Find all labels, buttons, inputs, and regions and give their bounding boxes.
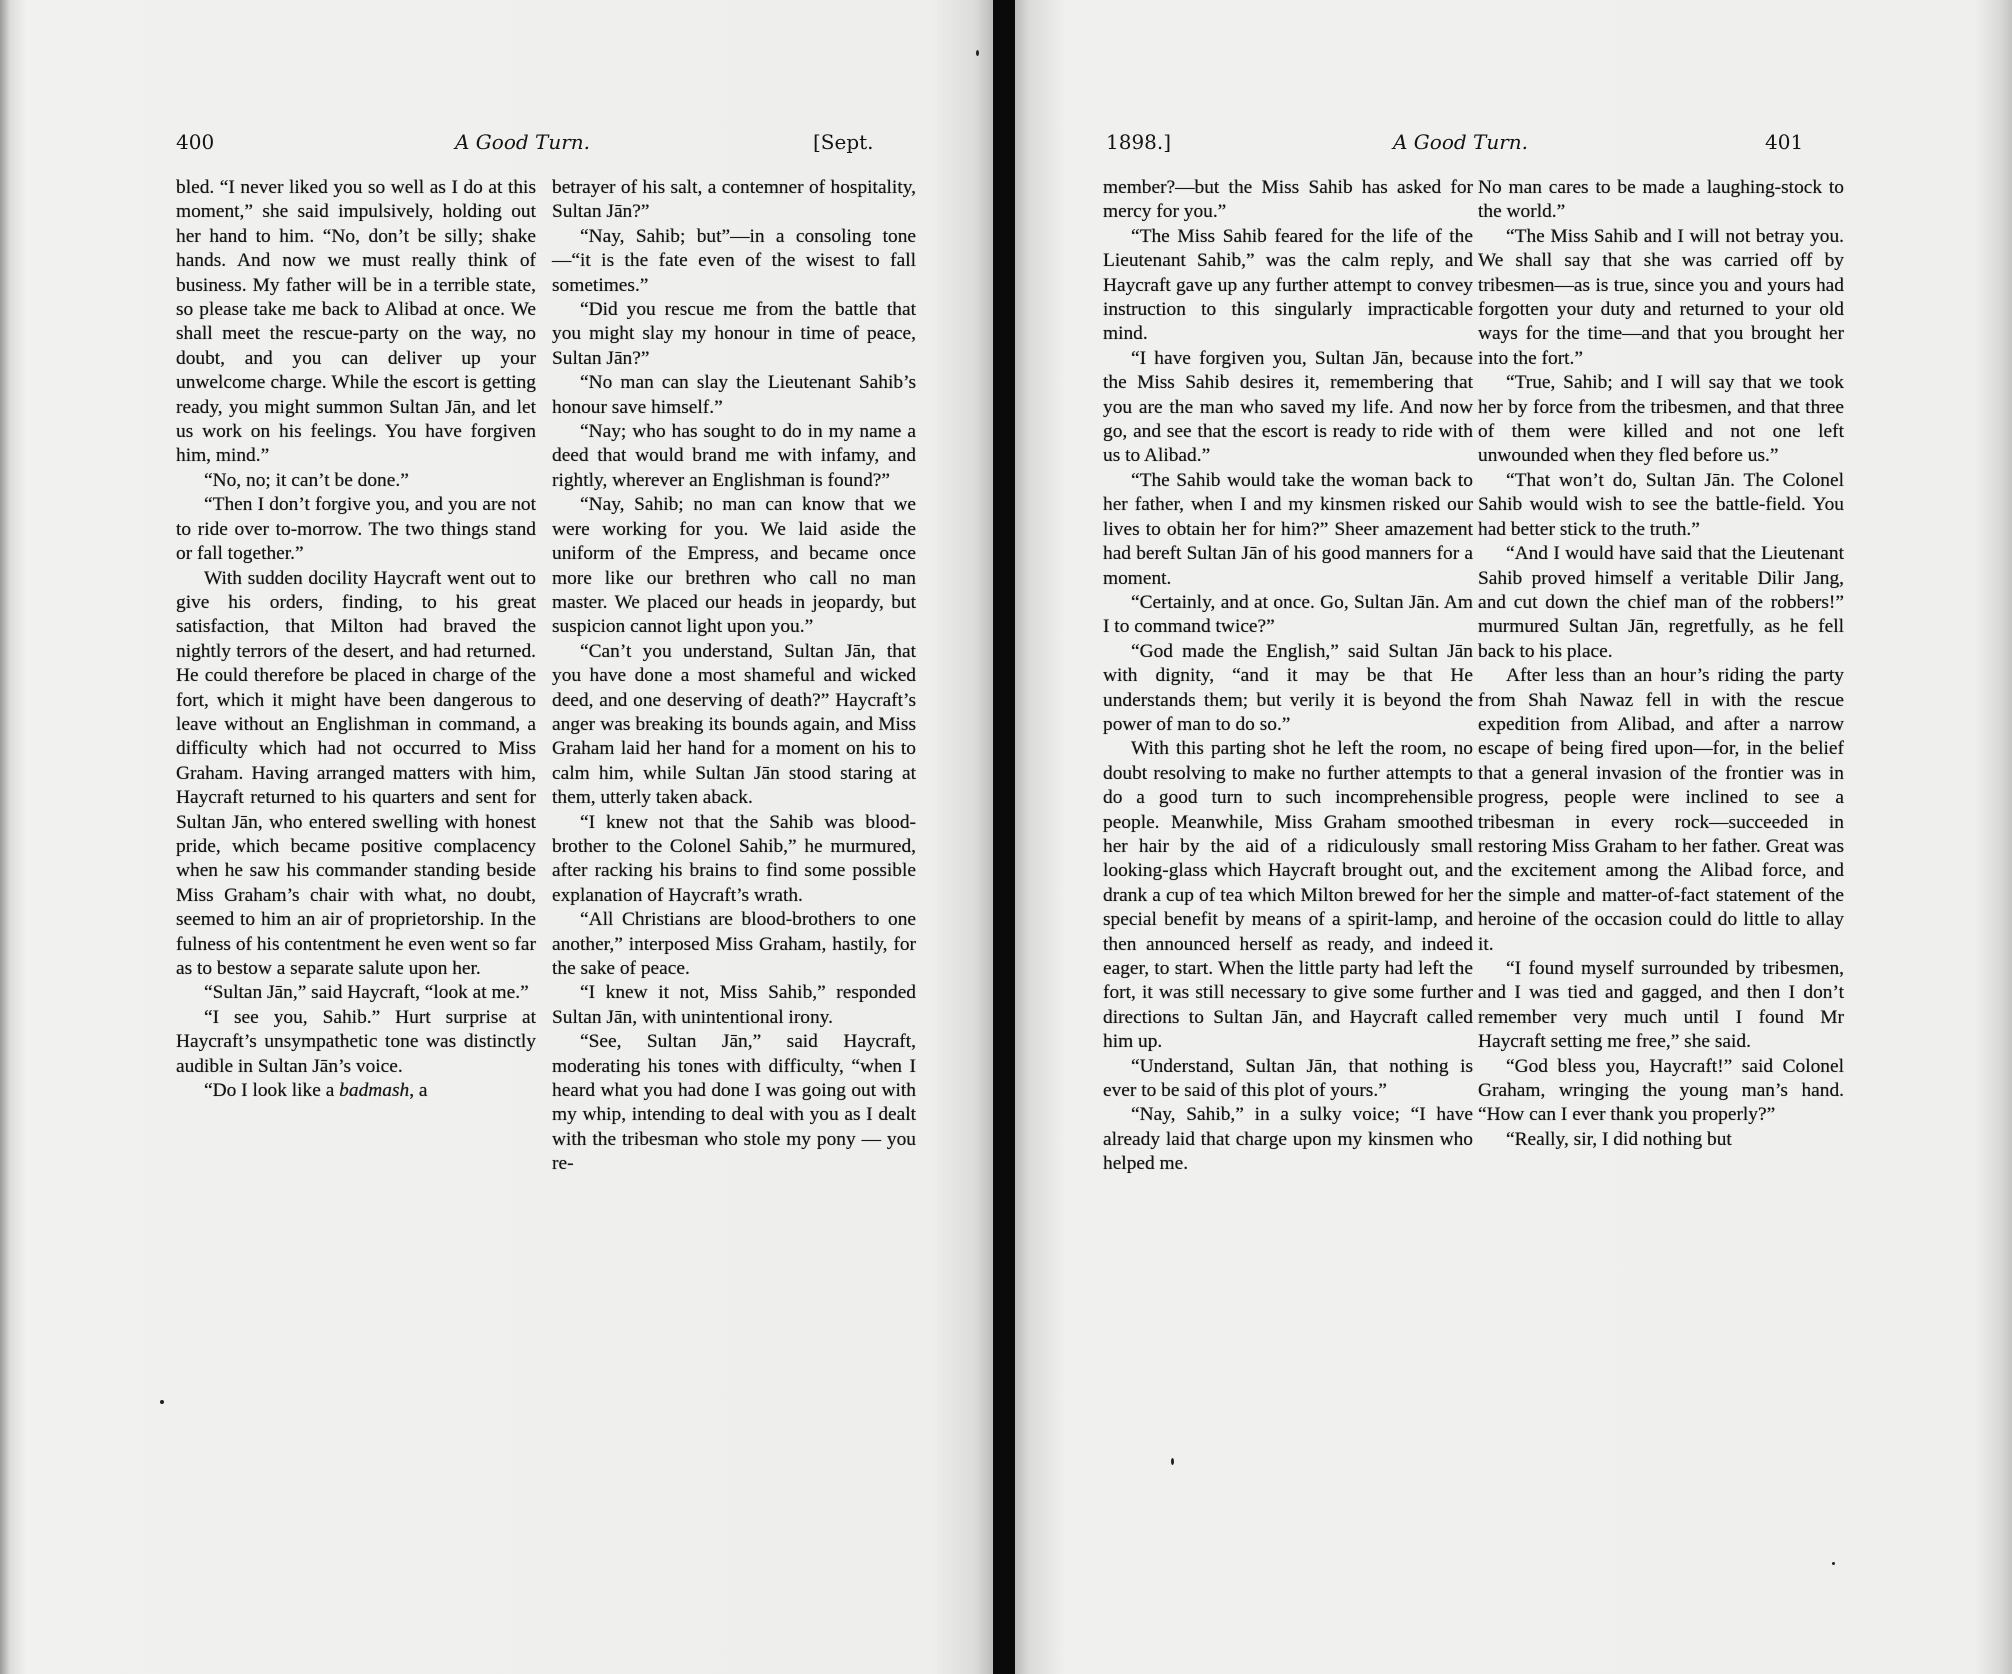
running-date-right: 1898.] — [1106, 130, 1172, 154]
running-date-left: [Sept. — [813, 130, 874, 154]
paragraph: “Sultan Jān,” said Haycraft, “look at me.” — [204, 982, 529, 1004]
paragraph: “Really, sir, I did nothing but — [1506, 1128, 1732, 1150]
right-page — [1015, 0, 2012, 1674]
paragraph: After less than an hour’s riding the party from Shah Nawaz fell in with the rescue expedition from Alibad, and after a narrow escape of being fired upon—for, in the belief that a general invasion of the frontier was in progress, people were inclined to see a tribesman in every rock—succeeded in restoring Miss Graham to her father. Great was the excitement among the Alibad force, and the simple and matter-of-fact statement of the heroine of the occasion could do little to allay it. — [1478, 665, 1844, 955]
book-gutter — [993, 0, 1015, 1674]
paragraph: “I found myself surrounded by tribesmen, and I was tied and gagged, and then I don’t remember very much until I found Mr Haycraft setting me free,” she said. — [1478, 958, 1844, 1053]
text-column-left-2 — [552, 176, 916, 1177]
text-column-right-2 — [1478, 176, 1844, 1152]
paragraph: “Certainly, and at once. Go, Sultan Jān. Am I to command twice?” — [1103, 591, 1473, 638]
paragraph: “I knew not that the Sahib was blood-brother to the Colonel Sahib,” he murmured, after racking his brains to find some possible explanation of Haycraft’s wrath. — [552, 811, 916, 906]
paragraph: “All Christians are blood-brothers to one another,” interposed Miss Graham, hastily, for the sake of peace. — [552, 909, 916, 979]
paragraph: “I have forgiven you, Sultan Jān, because the Miss Sahib desires it, remembering that you are the man who saved my life. And now go, and see that the escort is ready to ride with us to Alibad.” — [1103, 347, 1473, 467]
page-number-right: 401 — [1765, 130, 1804, 154]
paragraph: “The Sahib would take the woman back to her father, when I and my kinsmen risked our lives to obtain her for him?” Sheer amazement had bereft Sultan Jān of his good manners for a moment. — [1103, 469, 1473, 589]
speck — [976, 50, 979, 56]
paragraph: “Then I don’t forgive you, and you are not to ride over to-morrow. The two things stand or fall together.” — [176, 494, 536, 565]
paragraph: “Nay, Sahib; but”—in a consoling tone—“it is the fate even of the wisest to fall sometimes.” — [552, 225, 916, 296]
paragraph: betrayer of his salt, a contemner of hospitality, Sultan Jān?” — [552, 177, 916, 223]
speck — [160, 1400, 164, 1404]
paragraph: “No, no; it can’t be done.” — [204, 469, 409, 491]
speck — [1171, 1458, 1174, 1465]
paragraph: “Nay, Sahib,” in a sulky voice; “I have already laid that charge upon my kinsmen who helped me. — [1103, 1104, 1473, 1175]
paragraph: “Can’t you understand, Sultan Jān, that you have done a most shameful and wicked deed, and one deserving of death?” Haycraft’s anger was breaking its bounds again, and Miss Graham laid her hand for a moment on his to calm him, while Sultan Jān stood staring at them, utterly taken aback. — [552, 640, 916, 809]
running-title-left: A Good Turn. — [455, 130, 591, 154]
paragraph: “I knew it not, Miss Sahib,” responded Sultan Jān, with unintentional irony. — [552, 982, 916, 1028]
paragraph: “No man can slay the Lieutenant Sahib’s honour save himself.” — [552, 372, 916, 418]
paragraph: “Did you rescue me from the battle that you might slay my honour in time of peace, Sultan Jān?” — [552, 299, 916, 369]
paragraph: “And I would have said that the Lieutenant Sahib proved himself a veritable Dilir Jang, and cut down the chief man of the robbers!” murmured Sultan Jān, regretfully, as he fell back to his place. — [1478, 543, 1844, 662]
paragraph: With this parting shot he left the room, no doubt resolving to make no further attempts to do a good turn to such incomprehensible people. Meanwhile, Miss Graham smoothed her hair by the aid of a ridiculously small looking-glass which Haycraft brought out, and drank a cup of tea which Milton brewed for her special benefit by means of a spirit-lamp, and then announced herself as ready, and indeed eager, to start. When the little party had left the fort, it was still necessary to give some further directions to Sultan Jān, and Haycraft called him up. — [1103, 738, 1473, 1053]
paragraph: No man cares to be made a laughing-stock to the world.” — [1478, 177, 1844, 223]
text-column-right-1 — [1103, 176, 1473, 1177]
paragraph: “Nay; who has sought to do in my name a deed that would brand me with infamy, and rightly, wherever an Englishman is found?” — [552, 421, 916, 491]
paragraph: “Understand, Sultan Jān, that nothing is ever to be said of this plot of yours.” — [1103, 1055, 1473, 1102]
page-number-left: 400 — [176, 130, 215, 154]
paragraph: member?—but the Miss Sahib has asked for mercy for you.” — [1103, 177, 1473, 223]
paragraph: “The Miss Sahib feared for the life of the Lieutenant Sahib,” was the calm reply, and Haycraft gave up any further attempt to convey instruction to this singularly impracticable mind. — [1103, 225, 1473, 345]
paragraph: “I see you, Sahib.” Hurt surprise at Haycraft’s unsympathetic tone was distinctly audible in Sultan Jān’s voice. — [176, 1006, 536, 1077]
paragraph: “True, Sahib; and I will say that we took her by force from the tribesmen, and that three of them were killed and not one left unwounded when they fled before us.” — [1478, 372, 1844, 467]
paragraph: “The Miss Sahib and I will not betray you. We shall say that she was carried off by tribesmen—as is true, since you and yours had forgotten your duty and returned to your old ways for the time—and that you brought her into the fort.” — [1478, 225, 1844, 369]
paragraph: “Nay, Sahib; no man can know that we were working for you. We laid aside the uniform of the Empress, and became once more like our brethren who call no man master. We placed our heads in jeopardy, but suspicion cannot light upon you.” — [552, 494, 916, 638]
running-title-right: A Good Turn. — [1393, 130, 1529, 154]
paragraph: “See, Sultan Jān,” said Haycraft, moderating his tones with difficulty, “when I heard what you had done I was going out with my whip, intending to deal with you as I dealt with the tribesman who stole my pony — you re- — [552, 1031, 916, 1175]
paragraph: “God made the English,” said Sultan Jān with dignity, “and it may be that He understands them; but verily it is beyond the power of man to do so.” — [1103, 640, 1473, 735]
paragraph: “That won’t do, Sultan Jān. The Colonel Sahib would wish to see the battle-field. You had better stick to the truth.” — [1478, 469, 1844, 540]
paragraph: bled. “I never liked you so well as I do at this moment,” she said impulsively, holding out her hand to him. “No, don’t be silly; shake hands. And now we must really think of business. My father will be in a terrible state, so please take me back to Alibad at once. We shall meet the rescue-party on the way, no doubt, and you can deliver up your unwelcome charge. While the escort is getting ready, you might summon Sultan Jān, and let us work on his feelings. You have forgiven him, mind.” — [176, 177, 536, 467]
left-page — [0, 0, 993, 1674]
paragraph: With sudden docility Haycraft went out to give his orders, finding, to his great satisfaction, that Milton had braved the nightly terrors of the desert, and had returned. He could therefore be placed in charge of the fort, which it might have been dangerous to leave without an Englishman in command, a difficulty which had not occurred to Miss Graham. Having arranged matters with him, Haycraft returned to his quarters and sent for Sultan Jān, who entered swelling with honest pride, which became positive complacency when he saw his commander standing beside Miss Graham’s chair with what, no doubt, seemed to him an air of proprietorship. In the fulness of his contentment he even went so far as to bestow a separate salute upon her. — [176, 567, 536, 979]
italic-word: badmash — [339, 1080, 410, 1102]
paragraph: “Do I look like a badmash, a — [204, 1080, 428, 1102]
paragraph: “God bless you, Haycraft!” said Colonel Graham, wringing the young man’s hand. “How can I ever thank you properly?” — [1478, 1055, 1844, 1126]
speck — [1832, 1562, 1835, 1565]
text-column-left-1 — [176, 176, 536, 1103]
